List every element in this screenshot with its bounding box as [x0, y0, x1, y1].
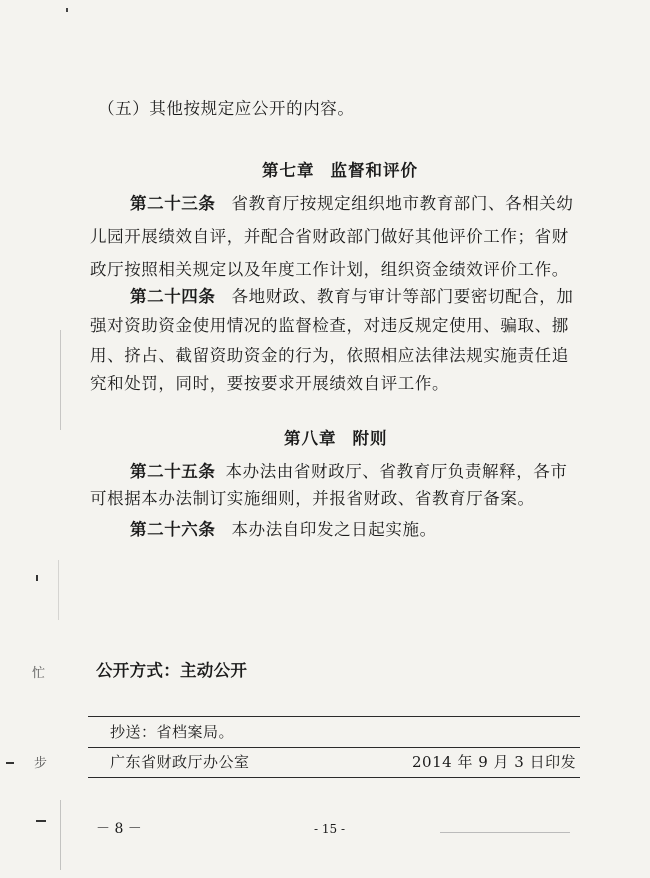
- article-23-line-3: 政厅按照相关规定以及年度工作计划，组织资金绩效评价工作。: [90, 260, 569, 279]
- article-23-label: 第二十三条: [130, 194, 216, 213]
- chapter-7-label: 第七章: [262, 161, 315, 180]
- footer-issuer: 广东省财政厅办公室: [110, 753, 250, 771]
- article-26-label: 第二十六条: [130, 520, 216, 539]
- article-24-line-4: 究和处罚，同时，要按要求开展绩效自评工作。: [90, 374, 450, 393]
- article-24-line-2: 强对资助资金使用情况的监督检查，对违反规定使用、骗取、挪: [90, 316, 569, 335]
- article-24-text-1: 各地财政、教育与审计等部门要密切配合，加: [231, 287, 574, 306]
- footer-rule-middle: [88, 747, 580, 748]
- scan-artifact-dot: [36, 575, 38, 581]
- margin-mark-2: 步: [34, 756, 48, 771]
- article-23-line-2: 儿园开展绩效自评，并配合省财政部门做好其他评价工作；省财: [90, 227, 569, 246]
- chapter-7-title: 监督和评价: [330, 161, 418, 180]
- footer-cc: 抄送：省档案局。: [110, 723, 235, 741]
- disclosure-method: 公开方式：主动公开: [96, 661, 248, 680]
- article-23-text-1: 省教育厅按规定组织地市教育部门、各相关幼: [231, 194, 574, 213]
- article-24-line-1: [130, 286, 574, 308]
- chapter-7-heading: [262, 160, 418, 182]
- article-24-label: 第二十四条: [130, 287, 216, 306]
- chapter-8-heading: [284, 428, 388, 450]
- footer-rule-bottom: [88, 777, 580, 778]
- article-26-text: 本办法自印发之日起实施。: [231, 520, 437, 539]
- scan-artifact-dot: [66, 8, 68, 12]
- scan-artifact-line: [58, 560, 59, 620]
- scan-artifact-line: [60, 330, 61, 430]
- scan-artifact-dash: [36, 820, 46, 822]
- page-number-left: － 8 －: [96, 821, 142, 837]
- margin-mark-1: 忙: [32, 666, 46, 681]
- article-25-line-1: [130, 461, 568, 483]
- article-25-line-2: 可根据本办法制订实施细则，并报省财政、省教育厅备案。: [90, 489, 535, 508]
- article-26-line: [130, 519, 437, 541]
- chapter-8-title: 附则: [352, 429, 388, 448]
- page-number-center: - 15 -: [314, 822, 346, 836]
- scan-artifact-smudge: [440, 832, 570, 833]
- article-25-text-1: 本办法由省财政厅、省教育厅负责解释，各市: [225, 462, 568, 481]
- chapter-8-label: 第八章: [284, 429, 337, 448]
- article-25-label: 第二十五条: [130, 462, 216, 481]
- scan-artifact-line: [60, 800, 61, 870]
- footer-date: 2014 年 9 月 3 日印发: [412, 753, 577, 771]
- item-5: （五）其他按规定应公开的内容。: [98, 99, 355, 118]
- article-23-line-1: [130, 193, 574, 215]
- footer-rule-top: [88, 716, 580, 717]
- scan-artifact-dash: [6, 762, 14, 764]
- article-24-line-3: 用、挤占、截留资助资金的行为，依照相应法律法规实施责任追: [90, 346, 569, 365]
